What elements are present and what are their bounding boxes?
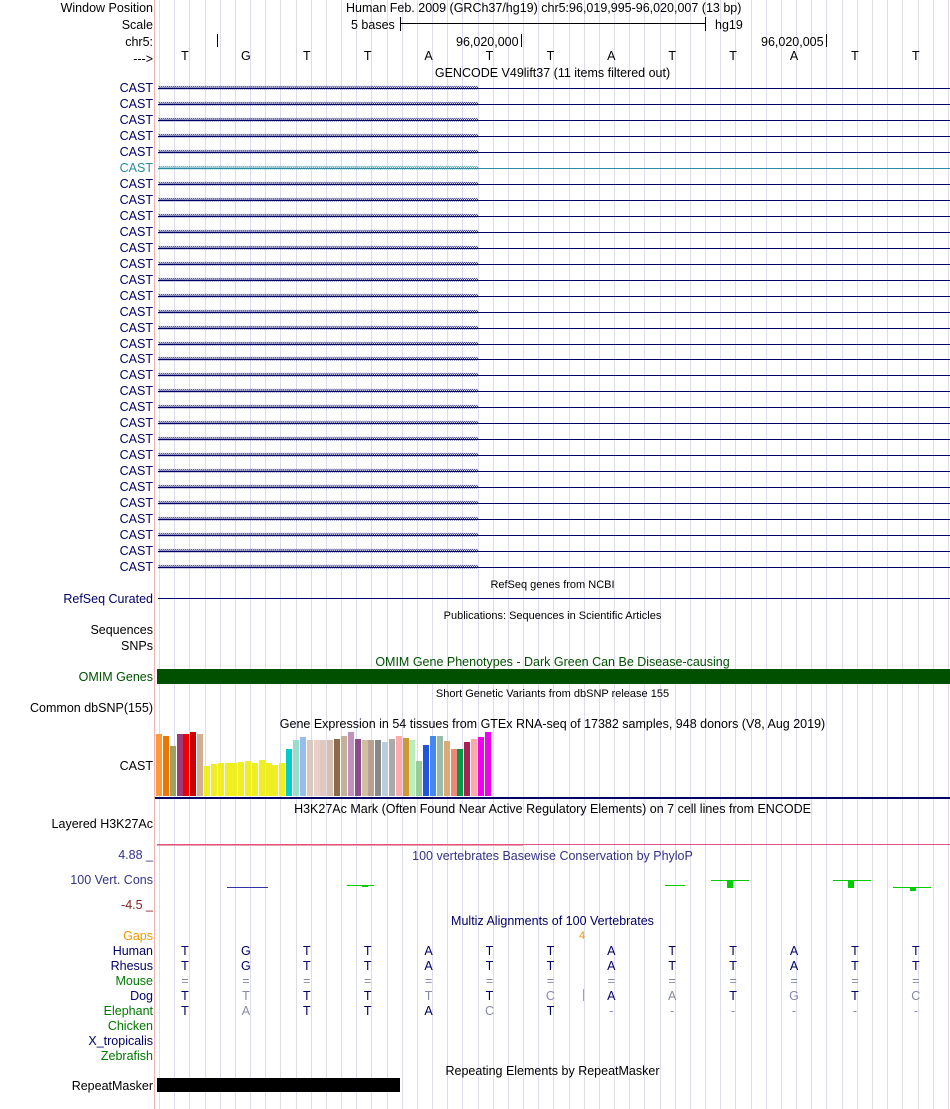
gtex-tissue-bar[interactable] <box>183 734 189 796</box>
aligned-base: = <box>485 974 494 988</box>
aligned-base: T <box>424 989 433 1003</box>
gencode-transcript-label[interactable]: CAST <box>119 256 153 271</box>
aligned-base: T <box>851 989 859 1003</box>
gtex-tissue-bar[interactable] <box>348 732 354 796</box>
gtex-tissue-bar[interactable] <box>225 763 231 796</box>
strand-arrows: ›››››››››››››››››››››››››››››››››››››››››››››››››››››››››››››››››››››››››››››››››››››››››››››››››››››››››››››››››››››››››››››››››››››››››››››››››››››››››››››››› <box>158 242 478 252</box>
strand-arrows: ›››››››››››››››››››››››››››››››››››››››››››››››››››››››››››››››››››››››››››››››››››››››››››››››››››››››››››››››››››››››››››››››››››››››››››››››››››››››››››››››› <box>158 306 478 316</box>
aligned-base: T <box>242 989 250 1003</box>
phylop-mark <box>227 887 268 888</box>
gtex-tissue-bar[interactable] <box>334 739 340 796</box>
gtex-tissue-bar[interactable] <box>389 739 395 796</box>
multiz-species-label[interactable]: Human <box>112 944 153 958</box>
aligned-base: = <box>364 974 372 988</box>
omim-gene-bar[interactable] <box>157 669 950 684</box>
gtex-tissue-bar[interactable] <box>259 760 265 796</box>
refseq-gene-line[interactable] <box>158 598 950 599</box>
h3k27ac-label[interactable]: Layered H3K27Ac <box>51 817 153 831</box>
gtex-tissue-bar[interactable] <box>368 740 374 796</box>
aligned-base: - <box>852 1004 857 1018</box>
gtex-tissue-bar[interactable] <box>211 764 217 796</box>
phylop-track-title[interactable]: 100 vertebrates Basewise Conservation by PhyloP <box>412 849 693 863</box>
gtex-tissue-bar[interactable] <box>204 766 210 796</box>
strand-arrows: ›››››››››››››››››››››››››››››››››››››››››››››››››››››››››››››››››››››››››››››››››››››››››››››››››››››››››››››››››››››››››››››››››››››››››››››››››››››››››››››››› <box>158 482 478 492</box>
sequence-base: A <box>607 49 616 63</box>
gtex-tissue-bar[interactable] <box>293 740 299 796</box>
gtex-tissue-bar[interactable] <box>409 740 415 796</box>
gtex-tissue-bar[interactable] <box>163 736 169 796</box>
multiz-species-label[interactable]: Dog <box>130 989 153 1003</box>
gencode-transcript-label[interactable]: CAST <box>119 160 153 175</box>
sequence-base: T <box>911 49 920 63</box>
gtex-tissue-bar[interactable] <box>156 734 162 796</box>
aligned-base: - <box>913 1004 918 1018</box>
phylop-mark <box>665 885 685 886</box>
aligned-base: T <box>181 959 189 973</box>
sequence-base: T <box>485 49 494 63</box>
aligned-base: - <box>609 1004 614 1018</box>
gtex-tissue-bar[interactable] <box>286 749 292 796</box>
gencode-transcript-label[interactable]: CAST <box>119 512 153 527</box>
scale-text: 5 bases <box>351 18 395 32</box>
sequence-base: T <box>851 49 859 63</box>
dbsnp-track-title[interactable]: Short Genetic Variants from dbSNP release 155 <box>435 688 670 700</box>
aligned-base: T <box>729 944 737 958</box>
gtex-tissue-bar[interactable] <box>485 732 491 796</box>
aligned-base: T <box>485 959 494 973</box>
ruler-coord-2: 96,020,005 <box>761 35 824 49</box>
aligned-base: T <box>911 944 920 958</box>
gtex-bar-chart[interactable] <box>156 732 536 796</box>
strand-arrows: ›››››››››››››››››››››››››››››››››››››››››››››››››››››››››››››››››››››››››››››››››››››››››››››››››››››››››››››››››››››››››››››››››››››››››››››››››››››››››››››››› <box>158 83 478 92</box>
aligned-base: T <box>485 989 494 1003</box>
aligned-base: = <box>303 974 311 988</box>
strand-arrows: ›››››››››››››››››››››››››››››››››››››››››››››››››››››››››››››››››››››››››››››››››››››››››››››››››››››››››››››››››››››››››››››››››››››››››››››››››››››››››››››››› <box>158 418 478 428</box>
strand-arrows: ›››››››››››››››››››››››››››››››››››››››››››››››››››››››››››››››››››››››››››››››››››››››››››››››››››››››››››››››››››››››››››››››››››››››››››››››››››››››››››››››› <box>158 178 478 188</box>
scale-label: Scale <box>121 18 153 32</box>
aligned-base: A <box>668 989 677 1003</box>
ruler-tick <box>217 34 218 47</box>
gencode-transcript-label[interactable]: CAST <box>119 176 153 191</box>
omim-label[interactable]: OMIM Genes <box>78 670 153 684</box>
gencode-transcript-label[interactable]: CAST <box>119 416 153 431</box>
sequence-base: T <box>302 49 311 63</box>
gtex-tissue-bar[interactable] <box>177 734 183 796</box>
aligned-base: - <box>670 1004 675 1018</box>
strand-arrows: ›››››››››››››››››››››››››››››››››››››››››››››››››››››››››››››››››››››››››››››››››››››››››››››››››››››››››››››››››››››››››››››››››››››››››››››››››››››››››››››››› <box>158 114 478 124</box>
gtex-tissue-bar[interactable] <box>375 740 381 796</box>
gencode-transcript-label[interactable]: CAST <box>119 272 153 287</box>
sequence-base: T <box>546 49 555 63</box>
aligned-base: A <box>789 959 799 973</box>
strand-arrows: ›››››››››››››››››››››››››››››››››››››››››››››››››››››››››››››››››››››››››››››››››››››››››››››››››››››››››››››››››››››››››››››››››››››››››››››››››››››››››››››››› <box>158 354 478 364</box>
gtex-tissue-bar[interactable] <box>279 763 285 796</box>
gtex-tissue-bar[interactable] <box>464 742 470 796</box>
aligned-base: = <box>790 974 798 988</box>
aligned-base: A <box>607 959 616 973</box>
gtex-tissue-bar[interactable] <box>170 746 176 796</box>
strand-arrows: ›››››››››››››››››››››››››››››››››››››››››››››››››››››››››››››››››››››››››››››››››››››››››››››››››››››››››››››››››››››››››››››››››››››››››››››››››››››››››››››››› <box>158 450 478 460</box>
aligned-base: T <box>546 1004 555 1018</box>
aligned-base: T <box>546 959 555 973</box>
aligned-base: T <box>302 959 311 973</box>
sequence-base: A <box>789 49 799 63</box>
gtex-tissue-bar[interactable] <box>478 737 484 796</box>
gencode-transcript-label[interactable]: CAST <box>119 81 153 95</box>
chrom-label: chr5: <box>125 35 153 49</box>
phylop-mark <box>910 887 916 891</box>
phylop-mark <box>848 880 854 888</box>
gencode-transcript-label[interactable]: CAST <box>119 368 153 383</box>
phylop-label[interactable]: 100 Vert. Cons <box>70 873 153 887</box>
aligned-base: T <box>851 944 859 958</box>
gtex-tissue-bar[interactable] <box>471 739 477 796</box>
strand-arrows: ›››››››››››››››››››››››››››››››››››››››››››››››››››››››››››››››››››››››››››››››››››››››››››››››››››››››››››››››››››››››››››››››››››››››››››››››››››››››››››››››› <box>158 130 478 140</box>
aligned-base: = <box>668 974 676 988</box>
aligned-base: A <box>607 989 616 1003</box>
h3k27ac-track-title[interactable]: H3K27Ac Mark (Often Found Near Active Regulatory Elements) on 7 cell lines from ENCODE <box>294 802 811 816</box>
multiz-species-label[interactable]: Mouse <box>115 974 153 988</box>
gtex-tissue-bar[interactable] <box>314 740 320 796</box>
sequence-base: T <box>181 49 189 63</box>
aligned-base: T <box>363 1004 372 1018</box>
gtex-tissue-bar[interactable] <box>341 736 347 796</box>
gtex-tissue-bar[interactable] <box>197 734 203 796</box>
gencode-transcript-label[interactable]: CAST <box>119 544 153 559</box>
strand-label: ---> <box>133 52 153 66</box>
multiz-gaps-label[interactable]: Gaps <box>123 929 153 943</box>
sequence-base: T <box>363 49 372 63</box>
dbsnp-label[interactable]: Common dbSNP(155) <box>30 701 153 715</box>
aligned-base: T <box>729 959 737 973</box>
dog-insertion-mark <box>583 989 584 1001</box>
strand-arrows: ›››››››››››››››››››››››››››››››››››››››››››››››››››››››››››››››››››››››››››››››››››››››››››››››››››››››››››››››››››››››››››››››››››››››››››››››››››››››››››››››› <box>158 258 478 268</box>
aligned-base: T <box>668 944 676 958</box>
gtex-tissue-bar[interactable] <box>245 761 251 796</box>
aligned-base: T <box>181 1004 189 1018</box>
gtex-tissue-bar[interactable] <box>307 740 313 796</box>
repeatmasker-track-title[interactable]: Repeating Elements by RepeatMasker <box>445 1064 660 1078</box>
gtex-tissue-bar[interactable] <box>218 763 224 796</box>
aligned-base: T <box>181 944 189 958</box>
scale-assembly: hg19 <box>715 18 743 32</box>
aligned-base: C <box>484 1004 495 1018</box>
label-divider <box>154 0 155 1109</box>
gtex-tissue-bar[interactable] <box>231 763 237 796</box>
aligned-base: = <box>912 974 920 988</box>
multiz-track-title[interactable]: Multiz Alignments of 100 Vertebrates <box>451 914 654 928</box>
aligned-base: - <box>731 1004 736 1018</box>
gtex-tissue-bar[interactable] <box>396 736 402 796</box>
aligned-base: A <box>241 1004 251 1018</box>
aligned-base: A <box>424 944 433 958</box>
gtex-tissue-bar[interactable] <box>238 762 244 796</box>
aligned-base: T <box>363 989 372 1003</box>
multiz-species-label[interactable]: Zebrafish <box>100 1049 153 1063</box>
repeatmasker-element[interactable] <box>157 1078 400 1092</box>
aligned-base: A <box>789 944 799 958</box>
gtex-tissue-bar[interactable] <box>362 740 368 796</box>
gtex-tissue-bar[interactable] <box>423 745 429 796</box>
gencode-transcript-label[interactable]: CAST <box>119 144 153 159</box>
phylop-max-label: 4.88 _ <box>118 848 153 862</box>
gencode-transcript-label[interactable]: CAST <box>119 496 153 511</box>
aligned-base: T <box>302 989 311 1003</box>
aligned-base: A <box>424 959 433 973</box>
h3k27ac-signal-line-2 <box>157 845 523 846</box>
aligned-base: C <box>545 989 555 1003</box>
ruler-coord-1: 96,020,000 <box>456 35 519 49</box>
gencode-transcript-label[interactable]: CAST <box>119 400 153 415</box>
strand-arrows: ›››››››››››››››››››››››››››››››››››››››››››››››››››››››››››››››››››››››››››››››››››››››››››››››››››››››››››››››››››››››››››››››››››››››››››››››››››››››››››››››› <box>158 530 478 540</box>
aligned-base: T <box>546 944 555 958</box>
refseq-label[interactable]: RefSeq Curated <box>63 592 153 606</box>
gtex-tissue-bar[interactable] <box>444 741 450 796</box>
gencode-transcript-label[interactable]: CAST <box>119 96 153 111</box>
gtex-tissue-bar[interactable] <box>355 739 361 796</box>
strand-arrows: ›››››››››››››››››››››››››››››››››››››››››››››››››››››››››››››››››››››››››››››››››››››››››››››››››››››››››››››››››››››››››››››››››››››››››››››››››››››››››››››››› <box>158 322 478 332</box>
aligned-base: = <box>546 974 555 988</box>
gtex-tissue-bar[interactable] <box>266 763 272 796</box>
aligned-base: = <box>242 974 250 988</box>
gtex-tissue-bar[interactable] <box>416 761 422 796</box>
strand-arrows: ›››››››››››››››››››››››››››››››››››››››››››››››››››››››››››››››››››››››››››››››››››››››››››››››››››››››››››››››››››››››››››››››››››››››››››››››››››››››››››››››› <box>158 546 478 556</box>
phylop-mark <box>727 880 733 888</box>
gtex-tissue-bar[interactable] <box>403 738 409 796</box>
multiz-species-label[interactable]: X_tropicalis <box>88 1034 153 1048</box>
aligned-base: G <box>789 989 799 1003</box>
ruler-tick <box>826 34 827 47</box>
gencode-transcript-label[interactable]: CAST <box>119 480 153 495</box>
multiz-species-label[interactable]: Elephant <box>103 1004 153 1018</box>
strand-arrows: ›››››››››››››››››››››››››››››››››››››››››››››››››››››››››››››››››››››››››››››››››››››››››››››››››››››››››››››››››››››››››››››››››››››››››››››››››››››››››››››››› <box>158 514 478 524</box>
aligned-base: T <box>302 1004 311 1018</box>
publications-snps-label[interactable]: SNPs <box>121 639 153 653</box>
aligned-base: = <box>851 974 859 988</box>
phylop-mark <box>362 885 368 887</box>
gencode-transcript-label[interactable]: CAST <box>119 352 153 367</box>
strand-arrows: ›››››››››››››››››››››››››››››››››››››››››››››››››››››››››››››››››››››››››››››››››››››››››››››››››››››››››››››››››››››››››››››››››››››››››››››››››››››››››››››››› <box>158 226 478 236</box>
gencode-transcript-label[interactable]: CAST <box>119 384 153 399</box>
aligned-base: T <box>302 944 311 958</box>
strand-arrows: ›››››››››››››››››››››››››››››››››››››››››››››››››››››››››››››››››››››››››››››››››››››››››››››››››››››››››››››››››››››››››››››››››››››››››››››››››››››››››››››››› <box>158 498 478 508</box>
gtex-tissue-bar[interactable] <box>272 765 278 796</box>
strand-arrows: ›››››››››››››››››››››››››››››››››››››››››››››››››››››››››››››››››››››››››››››››››››››››››››››››››››››››››››››››››››››››››››››››››››››››››››››››››››››››››››››››› <box>158 98 478 108</box>
strand-arrows: ›››››››››››››››››››››››››››››››››››››››››››››››››››››››››››››››››››››››››››››››››››››››››››››››››››››››››››››››››››››››››››››››››››››››››››››››››››››››››››››››› <box>158 402 478 412</box>
gencode-transcript-label[interactable]: CAST <box>119 336 153 351</box>
gencode-transcript-label[interactable]: CAST <box>119 112 153 127</box>
publications-sequences-label[interactable]: Sequences <box>90 623 153 637</box>
multiz-species-label[interactable]: Chicken <box>107 1019 153 1033</box>
aligned-base: T <box>363 959 372 973</box>
gencode-transcript-label[interactable]: CAST <box>119 528 153 543</box>
sequence-base: A <box>424 49 433 63</box>
ruler-tick <box>521 34 522 47</box>
phylop-min-label: -4.5 _ <box>121 898 153 912</box>
aligned-base: C <box>911 989 921 1003</box>
aligned-base: A <box>424 1004 433 1018</box>
strand-arrows: ›››››››››››››››››››››››››››››››››››››››››››››››››››››››››››››››››››››››››››››››››››››››››››››››››››››››››››››››››››››››››››››››››››››››››››››››››››››››››››››››› <box>158 370 478 380</box>
aligned-base: T <box>668 959 676 973</box>
gencode-transcript-label[interactable]: CAST <box>119 448 153 463</box>
aligned-base: G <box>241 959 251 973</box>
strand-arrows: ›››››››››››››››››››››››››››››››››››››››››››››››››››››››››››››››››››››››››››››››››››››››››››››››››››››››››››››››››››››››››››››››››››››››››››››››››››››››››››››››› <box>158 434 478 444</box>
gtex-tissue-bar[interactable] <box>190 732 196 796</box>
gtex-tissue-bar[interactable] <box>300 737 306 796</box>
gencode-transcript-label[interactable]: CAST <box>119 240 153 255</box>
gtex-tissue-bar[interactable] <box>382 742 388 796</box>
gencode-transcript-label[interactable]: CAST <box>119 288 153 303</box>
strand-arrows: ›››››››››››››››››››››››››››››››››››››››››››››››››››››››››››››››››››››››››››››››››››››››››››››››››››››››››››››››››››››››››››››››››››››››››››››››››››››››››››››››› <box>158 562 478 572</box>
aligned-base: = <box>607 974 615 988</box>
aligned-base: T <box>181 989 189 1003</box>
gencode-transcript-label[interactable]: CAST <box>119 432 153 447</box>
omim-track-title[interactable]: OMIM Gene Phenotypes - Dark Green Can Be Disease-causing <box>375 655 730 669</box>
refseq-track-title[interactable]: RefSeq genes from NCBI <box>490 579 615 591</box>
aligned-base: G <box>241 944 251 958</box>
gencode-transcript-label[interactable]: CAST <box>119 208 153 223</box>
gencode-transcript-label[interactable]: CAST <box>119 464 153 479</box>
gtex-label[interactable]: CAST <box>119 759 153 773</box>
multiz-species-label[interactable]: Rhesus <box>110 959 153 973</box>
gtex-tissue-bar[interactable] <box>430 736 436 796</box>
aligned-base: T <box>363 944 372 958</box>
gencode-transcript-label[interactable]: CAST <box>119 320 153 335</box>
sequence-base: T <box>668 49 676 63</box>
gencode-transcript-label[interactable]: CAST <box>119 560 153 575</box>
gencode-transcript-label[interactable]: CAST <box>119 224 153 239</box>
gtex-track-title[interactable]: Gene Expression in 54 tissues from GTEx RNA-seq of 17382 samples, 948 donors (V8, Aug 2019) <box>279 717 826 731</box>
gtex-tissue-bar[interactable] <box>451 749 457 796</box>
aligned-base: A <box>607 944 616 958</box>
gencode-track-title[interactable]: GENCODE V49lift37 (11 items filtered out) <box>434 66 671 80</box>
strand-arrows: ›››››››››››››››››››››››››››››››››››››››››››››››››››››››››››››››››››››››››››››››››››››››››››››››››››››››››››››››››››››››››››››››››››››››››››››››››››››››››››››››› <box>158 210 478 220</box>
strand-arrows: ›››››››››››››››››››››››››››››››››››››››››››››››››››››››››››››››››››››››››››››››››››››››››››››››››››››››››››››››››››››››››››››››››››››››››››››››››››››››››››››››› <box>158 146 478 156</box>
gtex-tissue-bar[interactable] <box>327 740 333 796</box>
gtex-tissue-bar[interactable] <box>320 740 326 796</box>
phylop-mark <box>347 885 374 886</box>
gtex-baseline <box>155 797 950 799</box>
sequence-base: G <box>241 49 251 63</box>
aligned-base: = <box>424 974 433 988</box>
aligned-base: = <box>181 974 189 988</box>
multiz-gap-count: 4 <box>579 930 586 942</box>
strand-arrows: ›››››››››››››››››››››››››››››››››››››››››››››››››››››››››››››››››››››››››››››››››››››››››››››››››››››››››››››››››››››››››››››››››››››››››››››››››››››››››››››››› <box>158 290 478 300</box>
strand-arrows: ›››››››››››››››››››››››››››››››››››››››››››››››››››››››››››››››››››››››››››››››››››››››››››››››››››››››››››››››››››››››››››››››››››››››››››››››››››››››››››››››› <box>158 194 478 204</box>
aligned-base: T <box>911 959 920 973</box>
repeatmasker-label[interactable]: RepeatMasker <box>71 1079 153 1093</box>
strand-arrows: ›››››››››››››››››››››››››››››››››››››››››››››››››››››››››››››››››››››››››››››››››››››››››››››››››››››››››››››››››››››››››››››››››››››››››››››››››››››››››››››››› <box>158 386 478 396</box>
sequence-base: T <box>729 49 737 63</box>
gencode-transcript-label[interactable]: CAST <box>119 192 153 207</box>
aligned-base: = <box>729 974 737 988</box>
scale-bar <box>400 17 706 31</box>
aligned-base: - <box>791 1004 797 1018</box>
aligned-base: T <box>851 959 859 973</box>
window-position-label: Window Position <box>60 1 153 15</box>
gtex-tissue-bar[interactable] <box>252 763 258 796</box>
window-position-value: Human Feb. 2009 (GRCh37/hg19) chr5:96,019,995-96,020,007 (13 bp) <box>346 1 742 15</box>
strand-arrows: ›››››››››››››››››››››››››››››››››››››››››››››››››››››››››››››››››››››››››››››››››››››››››››››››››››››››››››››››››››››››››››››››››››››››››››››››››››››››››››››››› <box>158 466 478 476</box>
strand-arrows: ›››››››››››››››››››››››››››››››››››››››››››››››››››››››››››››››››››››››››››››››››››››››››››››››››››››››››››››››››››››››››››››››››››››››››››››››››››››››››››››››› <box>158 274 478 284</box>
aligned-base: T <box>485 944 494 958</box>
gtex-tissue-bar[interactable] <box>437 736 443 796</box>
gencode-transcript-label[interactable]: CAST <box>119 128 153 143</box>
gencode-transcript-label[interactable]: CAST <box>119 304 153 319</box>
strand-arrows: ›››››››››››››››››››››››››››››››››››››››››››››››››››››››››››››››››››››››››››››››››››››››››››››››››››››››››››››››››››››››››››››››››››››››››››››››››››››››››››››››› <box>158 162 478 172</box>
strand-arrows: ›››››››››››››››››››››››››››››››››››››››››››››››››››››››››››››››››››››››››››››››››››››››››››››››››››››››››››››››››››››››››››››››››››››››››››››››››››››››››››››››› <box>158 338 478 348</box>
aligned-base: T <box>729 989 737 1003</box>
publications-track-title[interactable]: Publications: Sequences in Scientific Articles <box>443 610 662 622</box>
gtex-tissue-bar[interactable] <box>457 749 463 796</box>
